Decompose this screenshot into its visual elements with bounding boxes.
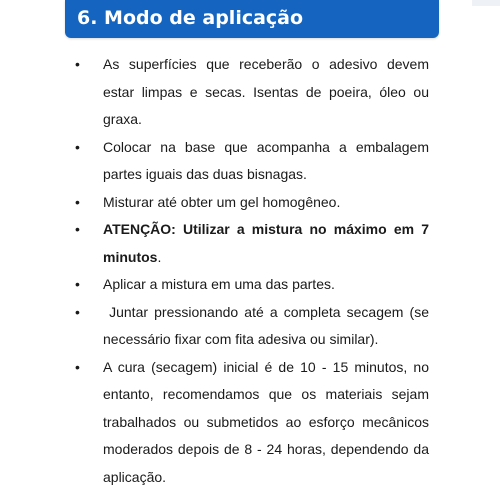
instruction-list [0, 51, 500, 491]
text-line: Aplicar a mistura em uma das partes. [103, 276, 335, 292]
text-line: As superfícies que receberão o adesivo devem [103, 56, 429, 72]
text-line [103, 244, 429, 272]
text-line: necessário fixar com fita adesiva ou similar). [103, 331, 379, 347]
warning-text-line: minutos [103, 248, 158, 265]
list-item-text [103, 216, 429, 271]
list-item-text [103, 271, 429, 299]
list-item-warning [0, 216, 500, 271]
list-item-text [103, 51, 429, 134]
bullet-icon: • [75, 193, 80, 210]
list-item [0, 51, 500, 134]
text-line: graxa. [103, 111, 142, 127]
text-line: entanto, recomendamos que os materiais sejam [103, 386, 429, 402]
text-line: Misturar até obter um gel homogêneo. [103, 193, 341, 210]
list-item [0, 271, 500, 299]
bullet-icon: • [75, 303, 80, 320]
text-line: Juntar pressionando até a completa secagem (se [103, 303, 430, 320]
bullet-icon: • [75, 276, 80, 292]
text-line: moderados depois de 8 - 24 horas, dependendo da [103, 441, 429, 457]
bullet-icon: • [75, 221, 80, 237]
text-line: Colocar na base que acompanha a embalagem [103, 138, 429, 155]
warning-text-line: ATENÇÃO: Utilizar a mistura no máximo em 7 [103, 221, 429, 237]
corner-decoration [472, 0, 500, 6]
list-item [0, 189, 500, 217]
bullet-icon: • [75, 138, 80, 155]
list-item [0, 134, 500, 189]
list-item-text [103, 134, 429, 189]
list-item-text [103, 189, 429, 217]
bullet-icon: • [75, 56, 80, 72]
text-line: partes iguais das duas bisnagas. [103, 166, 307, 182]
list-item [0, 299, 500, 354]
text-line: estar limpas e secas. Isentas de poeira, óleo ou [103, 83, 429, 100]
list-item [0, 354, 500, 492]
section-header [65, 0, 439, 38]
bullet-icon: • [75, 358, 80, 375]
text-line: A cura (secagem) inicial é de 10 - 15 minutos, no [103, 358, 429, 375]
list-item-text [103, 354, 429, 492]
list-item-text [103, 299, 429, 354]
period: . [157, 248, 162, 265]
text-line: aplicação. [103, 468, 167, 485]
section-title: 6. Modo de aplicação [77, 7, 304, 29]
text-line: trabalhados ou submetidos ao esforço mecânicos [103, 413, 429, 430]
